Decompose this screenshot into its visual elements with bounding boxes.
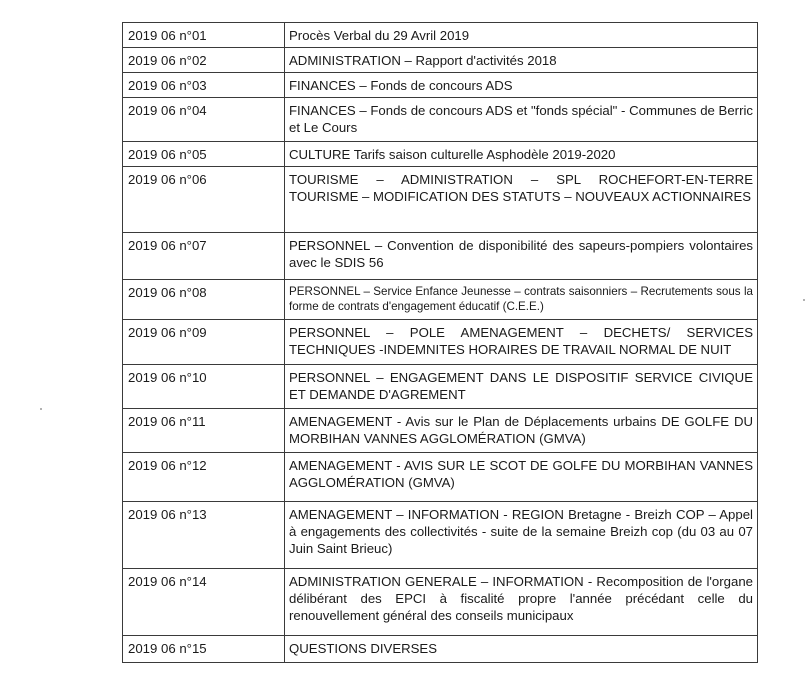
item-subject: Procès Verbal du 29 Avril 2019: [285, 23, 758, 48]
item-number: 2019 06 n°07: [123, 233, 285, 280]
item-subject: AMENAGEMENT – INFORMATION - REGION Bretagne - Breizh COP – Appel à engagements des collectivités - suite de la semaine Breizh cop (du 03 au 07 Juin Saint Brieuc): [285, 502, 758, 569]
table-row: [123, 320, 758, 365]
item-subject: FINANCES – Fonds de concours ADS: [285, 73, 758, 98]
item-number: 2019 06 n°11: [123, 409, 285, 453]
item-subject: PERSONNEL – ENGAGEMENT DANS LE DISPOSITIF SERVICE CIVIQUE ET DEMANDE D'AGREMENT: [285, 365, 758, 409]
table-row: [123, 453, 758, 502]
scan-speck: [803, 299, 805, 301]
table-row: [123, 73, 758, 98]
table-row: [123, 233, 758, 280]
item-subject: PERSONNEL – POLE AMENAGEMENT – DECHETS/ SERVICES TECHNIQUES -INDEMNITES HORAIRES DE TRAVAIL NORMAL DE NUIT: [285, 320, 758, 365]
item-subject: ADMINISTRATION GENERALE – INFORMATION - Recomposition de l'organe délibérant des EPCI à fiscalité propre l'année précédant celle du renouvellement général des conseils municipaux: [285, 569, 758, 636]
item-number: 2019 06 n°14: [123, 569, 285, 636]
agenda-table: [122, 22, 758, 663]
item-number: 2019 06 n°05: [123, 142, 285, 167]
item-number: 2019 06 n°04: [123, 98, 285, 142]
item-number: 2019 06 n°08: [123, 280, 285, 320]
item-number: 2019 06 n°09: [123, 320, 285, 365]
table-row: [123, 502, 758, 569]
table-row: [123, 48, 758, 73]
item-number: 2019 06 n°10: [123, 365, 285, 409]
item-number: 2019 06 n°01: [123, 23, 285, 48]
item-number: 2019 06 n°13: [123, 502, 285, 569]
item-subject: AMENAGEMENT - AVIS SUR LE SCOT DE GOLFE DU MORBIHAN VANNES AGGLOMÉRATION (GMVA): [285, 453, 758, 502]
item-subject: ADMINISTRATION – Rapport d'activités 2018: [285, 48, 758, 73]
item-subject: QUESTIONS DIVERSES: [285, 636, 758, 663]
item-subject: AMENAGEMENT - Avis sur le Plan de Déplacements urbains DE GOLFE DU MORBIHAN VANNES AGGLOMÉRATION (GMVA): [285, 409, 758, 453]
table-row: [123, 409, 758, 453]
item-number: 2019 06 n°06: [123, 167, 285, 233]
scan-speck: [40, 408, 42, 410]
table-row: [123, 167, 758, 233]
table-row: [123, 98, 758, 142]
item-number: 2019 06 n°15: [123, 636, 285, 663]
table-row: [123, 23, 758, 48]
item-number: 2019 06 n°03: [123, 73, 285, 98]
item-subject: PERSONNEL – Service Enfance Jeunesse – contrats saisonniers – Recrutements sous la forme de contrats d'engagement éducatif (C.E.E.): [285, 280, 758, 320]
item-number: 2019 06 n°02: [123, 48, 285, 73]
table-row: [123, 636, 758, 663]
item-subject: TOURISME – ADMINISTRATION – SPL ROCHEFORT-EN-TERRE TOURISME – MODIFICATION DES STATUTS – NOUVEAUX ACTIONNAIRES: [285, 167, 758, 233]
table-row: [123, 280, 758, 320]
item-subject: CULTURE Tarifs saison culturelle Asphodèle 2019-2020: [285, 142, 758, 167]
item-subject: PERSONNEL – Convention de disponibilité des sapeurs-pompiers volontaires avec le SDIS 56: [285, 233, 758, 280]
table-row: [123, 569, 758, 636]
item-subject: FINANCES – Fonds de concours ADS et "fonds spécial" - Communes de Berric et Le Cours: [285, 98, 758, 142]
item-number: 2019 06 n°12: [123, 453, 285, 502]
table-row: [123, 365, 758, 409]
table-row: [123, 142, 758, 167]
